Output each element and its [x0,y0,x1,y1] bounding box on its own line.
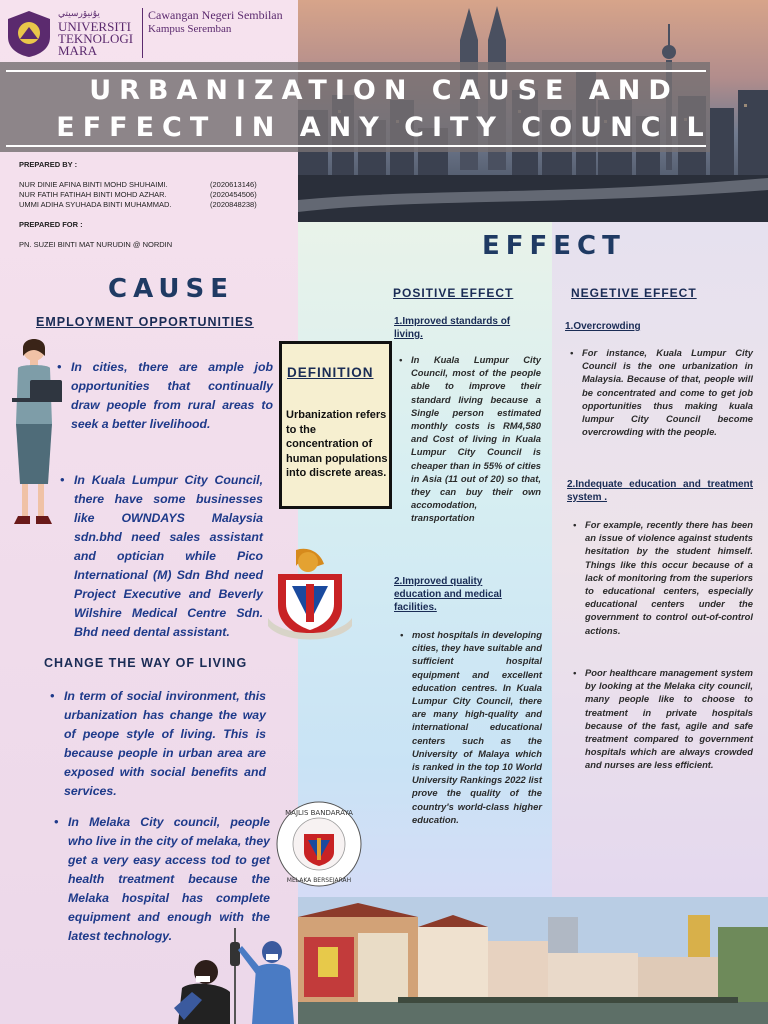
uitm-crest-icon [6,9,52,59]
member-1-name: NUR DINIE AFINA BINTI MOHD SHUHAIMI. [19,180,168,189]
effect-heading: EFFECT [482,231,626,261]
jawi-script: ﯾﯘﻧﯿﯚﺭﺳﯿﺘﻲ [58,9,100,19]
university-line2: TEKNOLOGI [58,31,134,46]
positive-2-text: most hospitals in developing cities, they have suitable and sufficient hospital equipment and excellent education centres. In Kuala Lumpur City Council, there are many high-quality and international educational centers such as the University of Malaya which is ranked in the top 10 World University Rankings 2022 list prove the quality of the country's world-class higher education. [412,629,542,825]
member-3-id: (2020848238) [210,200,257,209]
cause-heading: CAUSE [108,274,235,304]
lecturer-name: PN. SUZEI BINTI MAT NURUDIN @ NORDIN [19,240,173,249]
member-3-name: UMMI ADIHA SYUHADA BINTI MUHAMMAD. [19,200,172,209]
negative-2-text-2: Poor healthcare management system by looking at the Melaka city council, many people like to choose to treatment in private hospitals because of the fast, agile and safe treatment compared to government hospitals which are always crowded and nurses are less efficient. [585,667,753,771]
negative-1-title: 1.Overcrowding [565,321,641,332]
title-bottom-line [6,145,706,147]
positive-effect-heading: POSITIVE EFFECT [393,286,514,300]
cause-bullet-4: In Melaka City council, people who live in the city of melaka, they get a very easy access tod to get health treatment because the Melaka hospital has complete equipment and enough with the latest technology. [68,815,270,943]
health-worker-illustration [172,928,300,1024]
prepared-for-label: PREPARED FOR : [19,220,83,229]
cause-bullet-2: In Kuala Lumpur City Council, there have some businesses like OWNDAYS Malaysia sdn.bhd need sales assistant and optician while Pico International (M) Sdn Bhd need Project Executive and Beverly Wilshire Medical Centre Sdn. Bhd need dental assistant. [74,473,263,639]
prepared-by-label: PREPARED BY : [19,160,78,169]
uitm-logo [6,6,298,62]
university-line1: UNIVERSITI [58,19,131,34]
member-1-id: (2020613146) [210,180,257,189]
mbmb-text-bottom: MELAKA BERSEJARAH [286,877,352,884]
definition-title: DEFINITION [287,365,374,380]
cause-sub-living: CHANGE THE WAY OF LIVING [44,656,248,670]
university-line3: MARA [58,43,98,58]
positive-1-text: In Kuala Lumpur City Council, most of the people able to improve their standard living because a Single person estimated monthly costs is RM4,580 and Cost of living in Kuala Lumpur City Council is cheaper than in 55% of cities in Asia (11 out of 20) so that, they can buy their own accomodation, transportation [411,354,541,524]
negative-1-text: For instance, Kuala Lumpur City Council is the one urbanization in Malaysia. Because of that, people will be concentrated and come to get job opportunities thus making kuala lumpur City Council become overcrowding with the people. [582,347,753,438]
logo-divider [142,8,143,58]
cause-sub-employment: EMPLOYMENT OPPORTUNITIES [36,315,254,329]
definition-text: Urbanization refers to the concentration of human populations into discrete areas. [286,409,388,479]
melaka-river-photo [298,897,768,1024]
mbmb-text-top: MAJLIS BANDARAYA [285,809,353,817]
definition-box [279,341,392,509]
positive-1-title: 1.Improved standards of living. [394,316,511,340]
negative-2-text-1: For example, recently there has been an issue of violence against students hesitation by the student himself. Things like this occur because of a lack of monitoring from the superiors to educational centers, especially educational centers under the government to control out-of-control actions. [585,519,753,636]
kl-city-hall-crest [268,548,352,644]
negative-2-title: 2.Indequate education and treatment system . [567,479,753,503]
title-line1: URBANIZATION CAUSE AND [89,75,679,106]
campus-name: Kampus Seremban [148,23,232,35]
mbmb-seal [274,800,364,888]
negative-effect-heading: NEGETIVE EFFECT [571,286,697,300]
branch-name: Cawangan Negeri Sembilan [148,8,283,22]
title-line2: EFFECT IN ANY CITY COUNCIL [56,112,712,143]
cause-bullet-1: In cities, there are ample job opportunities that continually draw people from rural areas to seek a better livelihood. [71,360,273,431]
positive-2-title: 2.Improved quality education and medical facilities. [394,576,502,613]
title-top-line [6,70,706,72]
cause-bullet-3: In term of social invironment, this urbanization has change the way of peope style of living. This is because people in urban area are exposed with social benefits and services. [64,689,266,798]
member-2-id: (2020454506) [210,190,257,199]
member-2-name: NUR FATIH FATIHAH BINTI MOHD AZHAR. [19,190,167,199]
